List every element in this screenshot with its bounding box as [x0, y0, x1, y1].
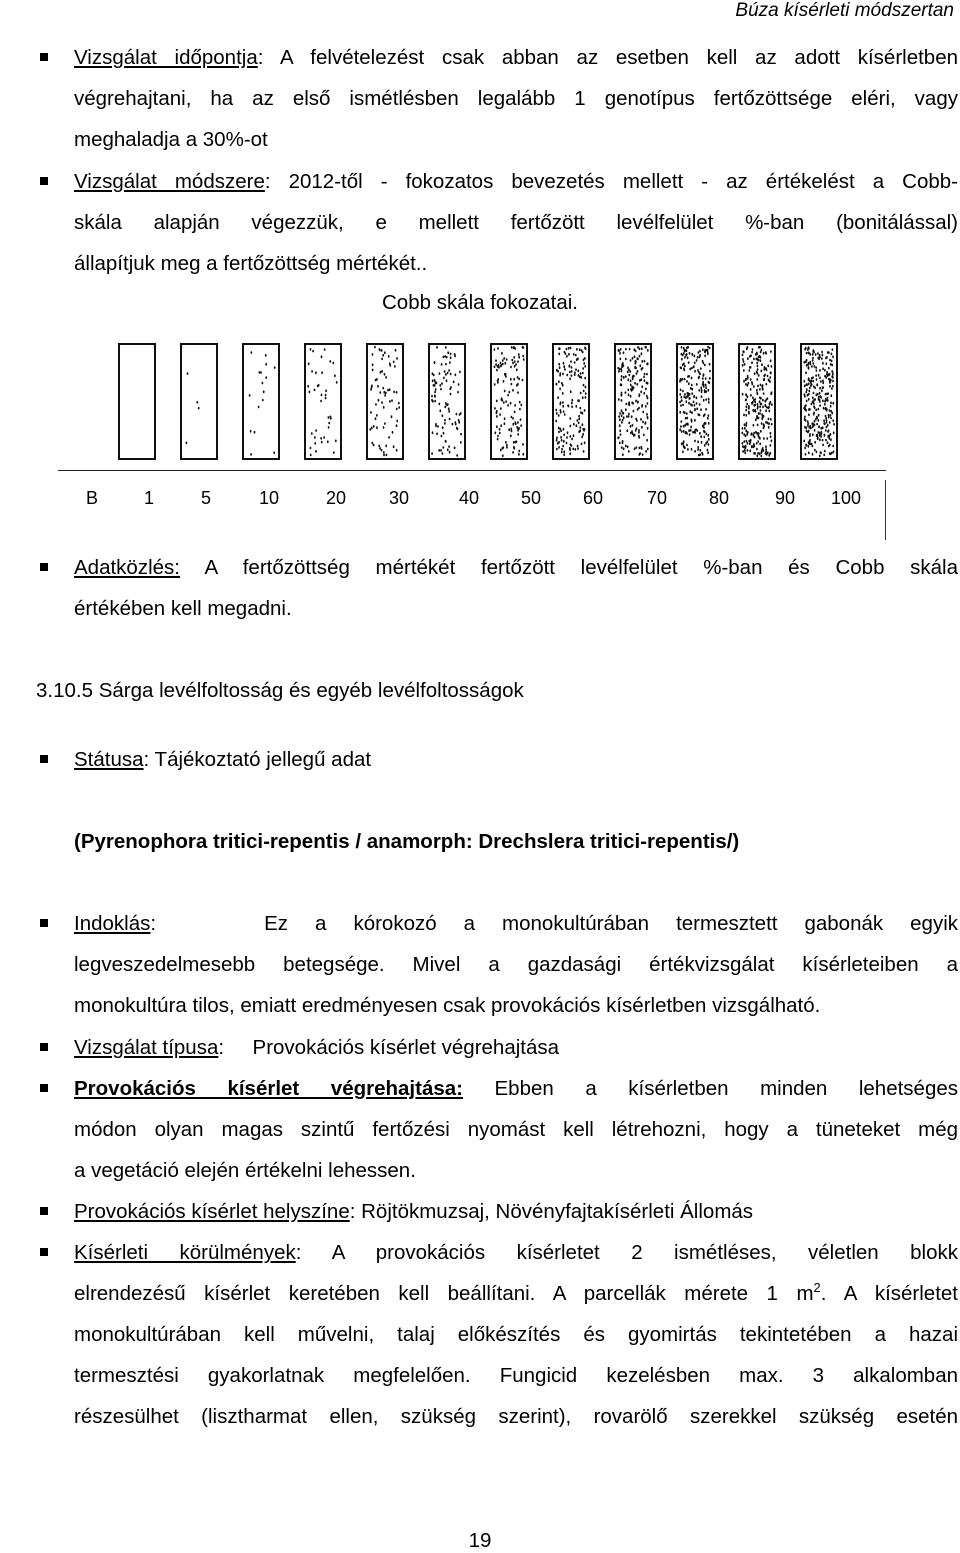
paragraph-line: részesülhet (lisztharmat ellen, szükség szerint), rovarölő szerekkel szükség esetén	[74, 1405, 958, 1428]
text: : Provokációs kísérlet végrehajtása	[218, 1036, 560, 1059]
section-heading: 3.10.5 Sárga levélfoltosság és egyéb levélfoltosságok	[36, 679, 524, 702]
page-number: 19	[468, 1529, 492, 1552]
paragraph-line: skála alapján végezzük, e mellett fertőzött levélfelület %-ban (bonitálással)	[74, 211, 958, 234]
cobb-scale-label: 80	[708, 488, 730, 508]
text: A fertőzöttség mértékét fertőzött levélfelület %-ban és Cobb skála	[179, 556, 958, 579]
cobb-scale-box	[614, 343, 652, 460]
paragraph-line	[74, 1282, 958, 1306]
cobb-scale-box	[676, 343, 714, 460]
paragraph-line: módon olyan magas szintű fertőzési nyomást kell létrehozni, hogy a tüneteket még	[74, 1118, 958, 1141]
cobb-scale-label: 30	[388, 488, 410, 508]
paragraph-line: monokultúrában kell művelni, talaj előkészítés és gyomirtás tekintetében a hazai	[74, 1323, 958, 1346]
paragraph-line: a vegetáció elején értékelni lehessen.	[74, 1159, 416, 1182]
text: Ebben a kísérletben minden lehetséges	[462, 1077, 958, 1100]
paragraph-line	[74, 1077, 958, 1101]
paragraph-line	[74, 748, 958, 772]
text: . A kísérletet	[820, 1282, 959, 1305]
field-label: Adatközlés:	[74, 556, 180, 579]
cobb-scale-label: 60	[582, 488, 604, 508]
text: : Tájékoztató jellegű adat	[143, 748, 372, 771]
text: : A felvételezést csak abban az esetben kell az adott kísérletben	[257, 46, 959, 69]
field-label: Indoklás	[74, 912, 151, 935]
cobb-scale-label: 5	[200, 488, 211, 508]
bullet-icon	[40, 1248, 48, 1256]
bullet-icon	[40, 53, 48, 61]
field-label: Státusa	[74, 748, 144, 771]
cobb-scale-label: 1	[143, 488, 154, 508]
paragraph-line: állapítjuk meg a fertőzöttség mértékét..	[74, 252, 428, 275]
pathogen-name-text: (Pyrenophora tritici-repentis / anamorph: Drechslera tritici-repentis/)	[74, 830, 740, 853]
text: : A provokációs kísérletet 2 ismétléses, véletlen blokk	[295, 1241, 958, 1264]
cobb-scale-box	[242, 343, 280, 460]
bullet-icon	[40, 1084, 48, 1092]
paragraph-line: végrehajtani, ha az első ismétlésben legalább 1 genotípus fertőzöttsége eléri, vagy	[74, 87, 958, 110]
cobb-scale-label: 40	[458, 488, 480, 508]
cobb-scale-label: 70	[646, 488, 668, 508]
bullet-icon	[40, 919, 48, 927]
pathogen-name	[74, 830, 958, 854]
bullet-icon	[40, 1043, 48, 1051]
cobb-scale-label: 100	[830, 488, 862, 508]
cobb-scale-box	[304, 343, 342, 460]
paragraph-line	[74, 46, 958, 70]
figure-rule	[885, 480, 886, 540]
cobb-scale-label: 10	[258, 488, 280, 508]
running-header: Búza kísérleti módszertan	[735, 0, 954, 21]
paragraph-line	[74, 1036, 958, 1060]
bullet-icon	[40, 755, 48, 763]
paragraph-line	[74, 1200, 958, 1224]
figure-caption: Cobb skála fokozatai.	[381, 291, 578, 314]
bullet-icon	[40, 1207, 48, 1215]
field-label: Provokációs kísérlet végrehajtása:	[74, 1077, 463, 1100]
paragraph-line: termesztési gyakorlatnak megfelelően. Fungicid kezelésben max. 3 alkalomban	[74, 1364, 958, 1387]
field-label: Kísérleti körülmények	[74, 1241, 296, 1264]
field-label: Vizsgálat típusa	[74, 1036, 219, 1059]
cobb-scale-box	[118, 343, 156, 460]
text: : 2012-től - fokozatos bevezetés mellett - az értékelést a Cobb-	[264, 170, 958, 193]
cobb-scale-label: 20	[325, 488, 347, 508]
paragraph-line	[74, 170, 958, 194]
cobb-scale-box	[180, 343, 218, 460]
cobb-scale-box	[490, 343, 528, 460]
cobb-scale-label: B	[85, 488, 98, 508]
superscript: 2	[813, 1280, 821, 1296]
paragraph-line: legveszedelmesebb betegsége. Mivel a gazdasági értékvizsgálat kísérleteiben a	[74, 953, 958, 976]
paragraph-line	[74, 1241, 958, 1265]
text: : Röjtökmuzsaj, Növényfajtakísérleti Állomás	[349, 1200, 754, 1223]
paragraph-line: értékében kell megadni.	[74, 597, 292, 620]
field-label: Provokációs kísérlet helyszíne	[74, 1200, 350, 1223]
paragraph-line: meghaladja a 30%-ot	[74, 128, 268, 151]
bullet-icon	[40, 563, 48, 571]
field-label: Vizsgálat módszere	[74, 170, 265, 193]
paragraph-line	[74, 556, 958, 580]
paragraph-line: monokultúra tilos, emiatt eredményesen csak provokációs kísérletben vizsgálható.	[74, 994, 821, 1017]
cobb-scale-label: 90	[774, 488, 796, 508]
field-label: Vizsgálat időpontja	[74, 46, 258, 69]
text: : Ez a kórokozó a monokultúrában termesztett gabonák egyik	[150, 912, 958, 935]
bullet-icon	[40, 177, 48, 185]
cobb-scale-box	[366, 343, 404, 460]
cobb-scale-box	[552, 343, 590, 460]
cobb-scale-box	[428, 343, 466, 460]
text: elrendezésű kísérlet keretében kell beállítani. A parcellák mérete 1 m	[74, 1282, 814, 1305]
figure-rule	[58, 470, 886, 471]
cobb-scale-label: 50	[520, 488, 542, 508]
cobb-scale-figure	[58, 328, 888, 540]
cobb-scale-box	[800, 343, 838, 460]
paragraph-line	[74, 912, 958, 936]
cobb-scale-box	[738, 343, 776, 460]
